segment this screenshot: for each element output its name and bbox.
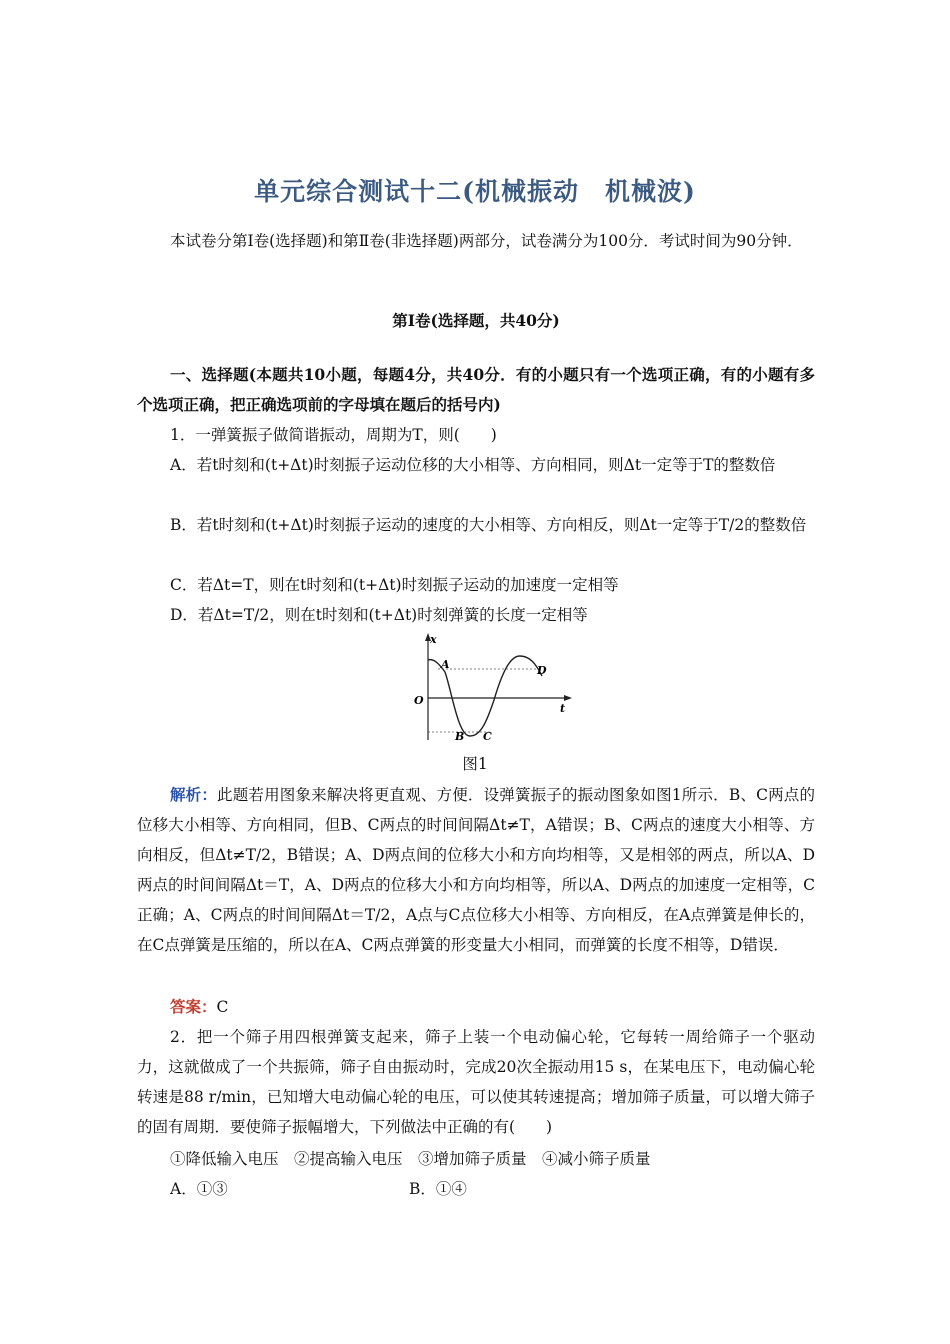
point-d-label: D: [537, 664, 547, 677]
q1-stem: 1．一弹簧振子做简谐振动，周期为T，则( ): [170, 426, 497, 444]
q1-option-b: B．若t时刻和(t+Δt)时刻振子运动的速度的大小相等、方向相反，则Δt一定等于T/2的整数倍: [170, 516, 807, 534]
part-heading: 一、选择题(本题共10小题，每题4分，共40分．有的小题只有一个选项正确，有的小题有多个选项正确，把正确选项前的字母填在题后的括号内): [137, 365, 815, 414]
analysis-text: 此题若用图象来解决将更直观、方便．设弹簧振子的振动图象如图1所示．B、C两点的位移大小相等、方向相同，但B、C两点的时间间隔Δt≠T，A错误；B、C两点的速度大小相等、方向相反，但Δt≠T/2，B错误；A、D两点间的位移大小和方向均相等，又是相邻的两点，所以A、D两点的时间间隔Δt＝T，A、D两点的位移大小和方向均相等，所以A、D两点的加速度一定相等，C正确；A、C两点的时间间隔Δt＝T/2，A点与C点位移大小相等、方向相反，在A点弹簧是伸长的，在C点弹簧是压缩的，所以在A、C两点弹簧的形变量大小相同，而弹簧的长度不相等，D错误．: [137, 786, 815, 954]
point-c-label: C: [483, 730, 492, 743]
answer-label: 答案：: [170, 997, 217, 1016]
q2-stem: 2．把一个筛子用四根弹簧支起来，筛子上装一个电动偏心轮，它每转一周给筛子一个驱动力，这就做成了一个共振筛，筛子自由振动时，完成20次全振动用15 s，在某电压下，电动偏心轮转速是88 r/min，已知增大电动偏心轮的电压，可以使其转速提高；增加筛子质量，可以增大筛子的固有周期．要使筛子振幅增大，下列做法中正确的有( ): [137, 1028, 815, 1136]
page-title: 单元综合测试十二(机械振动 机械波): [254, 177, 696, 206]
section-heading: 第Ⅰ卷(选择题，共40分): [392, 311, 560, 330]
q1-analysis: [137, 780, 815, 960]
y-axis-label: x: [430, 633, 437, 646]
figure-caption: 图1: [462, 755, 488, 773]
t-axis-label: t: [560, 702, 566, 715]
q2-option-a: A．①③: [170, 1180, 228, 1198]
t-axis-arrow: [564, 695, 572, 701]
analysis-label: 解析：: [170, 785, 218, 804]
point-a-label: A: [441, 658, 450, 671]
q1-option-d: D．若Δt=T/2，则在t时刻和(t+Δt)时刻弹簧的长度一定相等: [170, 606, 588, 624]
point-b-label: B: [455, 730, 465, 743]
q2-option-b: B．①④: [409, 1180, 467, 1198]
answer-value: C: [216, 998, 229, 1016]
origin-label: O: [414, 694, 424, 707]
intro-paragraph: 本试卷分第Ⅰ卷(选择题)和第Ⅱ卷(非选择题)两部分，试卷满分为100分．考试时间为90分钟．: [170, 232, 803, 250]
vibration-graph: [408, 632, 578, 744]
q2-choices: ①降低输入电压 ②提高输入电压 ③增加筛子质量 ④减小筛子质量: [170, 1150, 651, 1168]
q1-answer: [137, 992, 815, 1022]
q1-option-c: C．若Δt=T，则在t时刻和(t+Δt)时刻振子运动的加速度一定相等: [170, 576, 619, 594]
q1-option-a: A．若t时刻和(t+Δt)时刻振子运动位移的大小相等、方向相同，则Δt一定等于T的整数倍: [170, 456, 776, 474]
